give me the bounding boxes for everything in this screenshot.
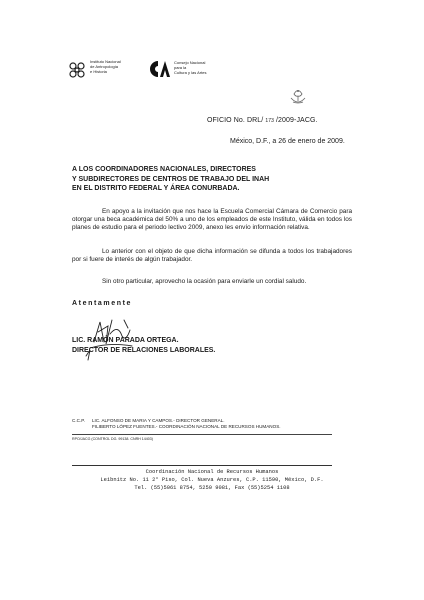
body-paragraph: Lo anterior con el objeto de que dicha información se difunda a todos los trabajadores por si fuere de interés de algún trabajador. xyxy=(72,248,352,264)
inah-line: Instituto Nacional xyxy=(90,59,121,64)
footer-line: Tel. (55)5061 8754, 5250 9081, Fax (55)5254 1108 xyxy=(134,485,290,491)
inah-name xyxy=(90,59,150,74)
reference-number-value: 173 xyxy=(265,118,274,124)
copies-block xyxy=(72,418,372,430)
footer-line: Leibnitz No. 11 2° Piso, Col. Nueva Anzures, C.P. 11590, México, D.F. xyxy=(100,477,324,483)
signer-block xyxy=(72,336,322,355)
copies-label: C.C.P. xyxy=(72,418,85,423)
signer-title: DIRECTOR DE RELACIONES LABORALES. xyxy=(72,346,216,354)
body-paragraph: Sin otro particular, aprovecho la ocasión para enviarle un cordial saludo. xyxy=(102,278,307,285)
inah-line: e Historia xyxy=(90,69,107,74)
mexico-coat-of-arms-icon xyxy=(287,84,309,108)
footer-divider xyxy=(72,465,332,466)
copies-recipient: FILIBERTO LÓPEZ FUENTES.- COORDINACIÓN NACIONAL DE RECURSOS HUMANOS. xyxy=(92,424,281,429)
signer-name: LIC. RAMÓN PARADA ORTEGA. xyxy=(72,337,179,344)
closing-salutation: Atentamente xyxy=(72,300,132,307)
reference-prefix: OFICIO No. DRL/ xyxy=(207,117,264,124)
letter-date: México, D.F., a 26 de enero de 2009. xyxy=(230,138,345,145)
addressee-block xyxy=(72,165,372,194)
conaculta-line: Cultura y las Artes xyxy=(174,70,207,75)
addressee-line: Y SUBDIRECTORES DE CENTROS DE TRABAJO DEL INAH xyxy=(72,175,270,183)
addressee-line: EN EL DISTRITO FEDERAL Y ÁREA CONURBADA. xyxy=(72,185,240,192)
inah-line: de Antropología xyxy=(90,64,119,69)
conaculta-line: para la xyxy=(174,65,187,70)
addressee-line: A LOS COORDINADORES NACIONALES, DIRECTORES xyxy=(72,166,256,173)
footer-line: Coordinación Nacional de Recursos Humanos xyxy=(145,469,279,475)
conaculta-logo-icon xyxy=(148,60,170,78)
body-paragraph: En apoyo a la invitación que nos hace la Escuela Comercial Cámara de Comercio para otorgar una beca académica del 50% a uno de los empleados de este Instituto, válida en todos los planes de estudio para el periodo lectivo 2009, anexo les envío información relativa. xyxy=(72,208,352,232)
reference-number xyxy=(207,117,318,124)
conaculta-line: Consejo Nacional xyxy=(174,60,206,65)
control-reference-code: RPO/JACG (CONTROL DG. 99138. CNRH 14403) xyxy=(72,437,153,441)
footer-address xyxy=(72,468,352,492)
copies-divider xyxy=(72,434,332,435)
conaculta-name xyxy=(174,60,234,75)
inah-logo-icon xyxy=(67,60,87,80)
copies-recipient: LIC. ALFONSO DE MARIA Y CAMPOS.- DIRECTOR GENERAL. xyxy=(92,418,225,423)
reference-suffix: /2009-JACG. xyxy=(276,117,318,124)
